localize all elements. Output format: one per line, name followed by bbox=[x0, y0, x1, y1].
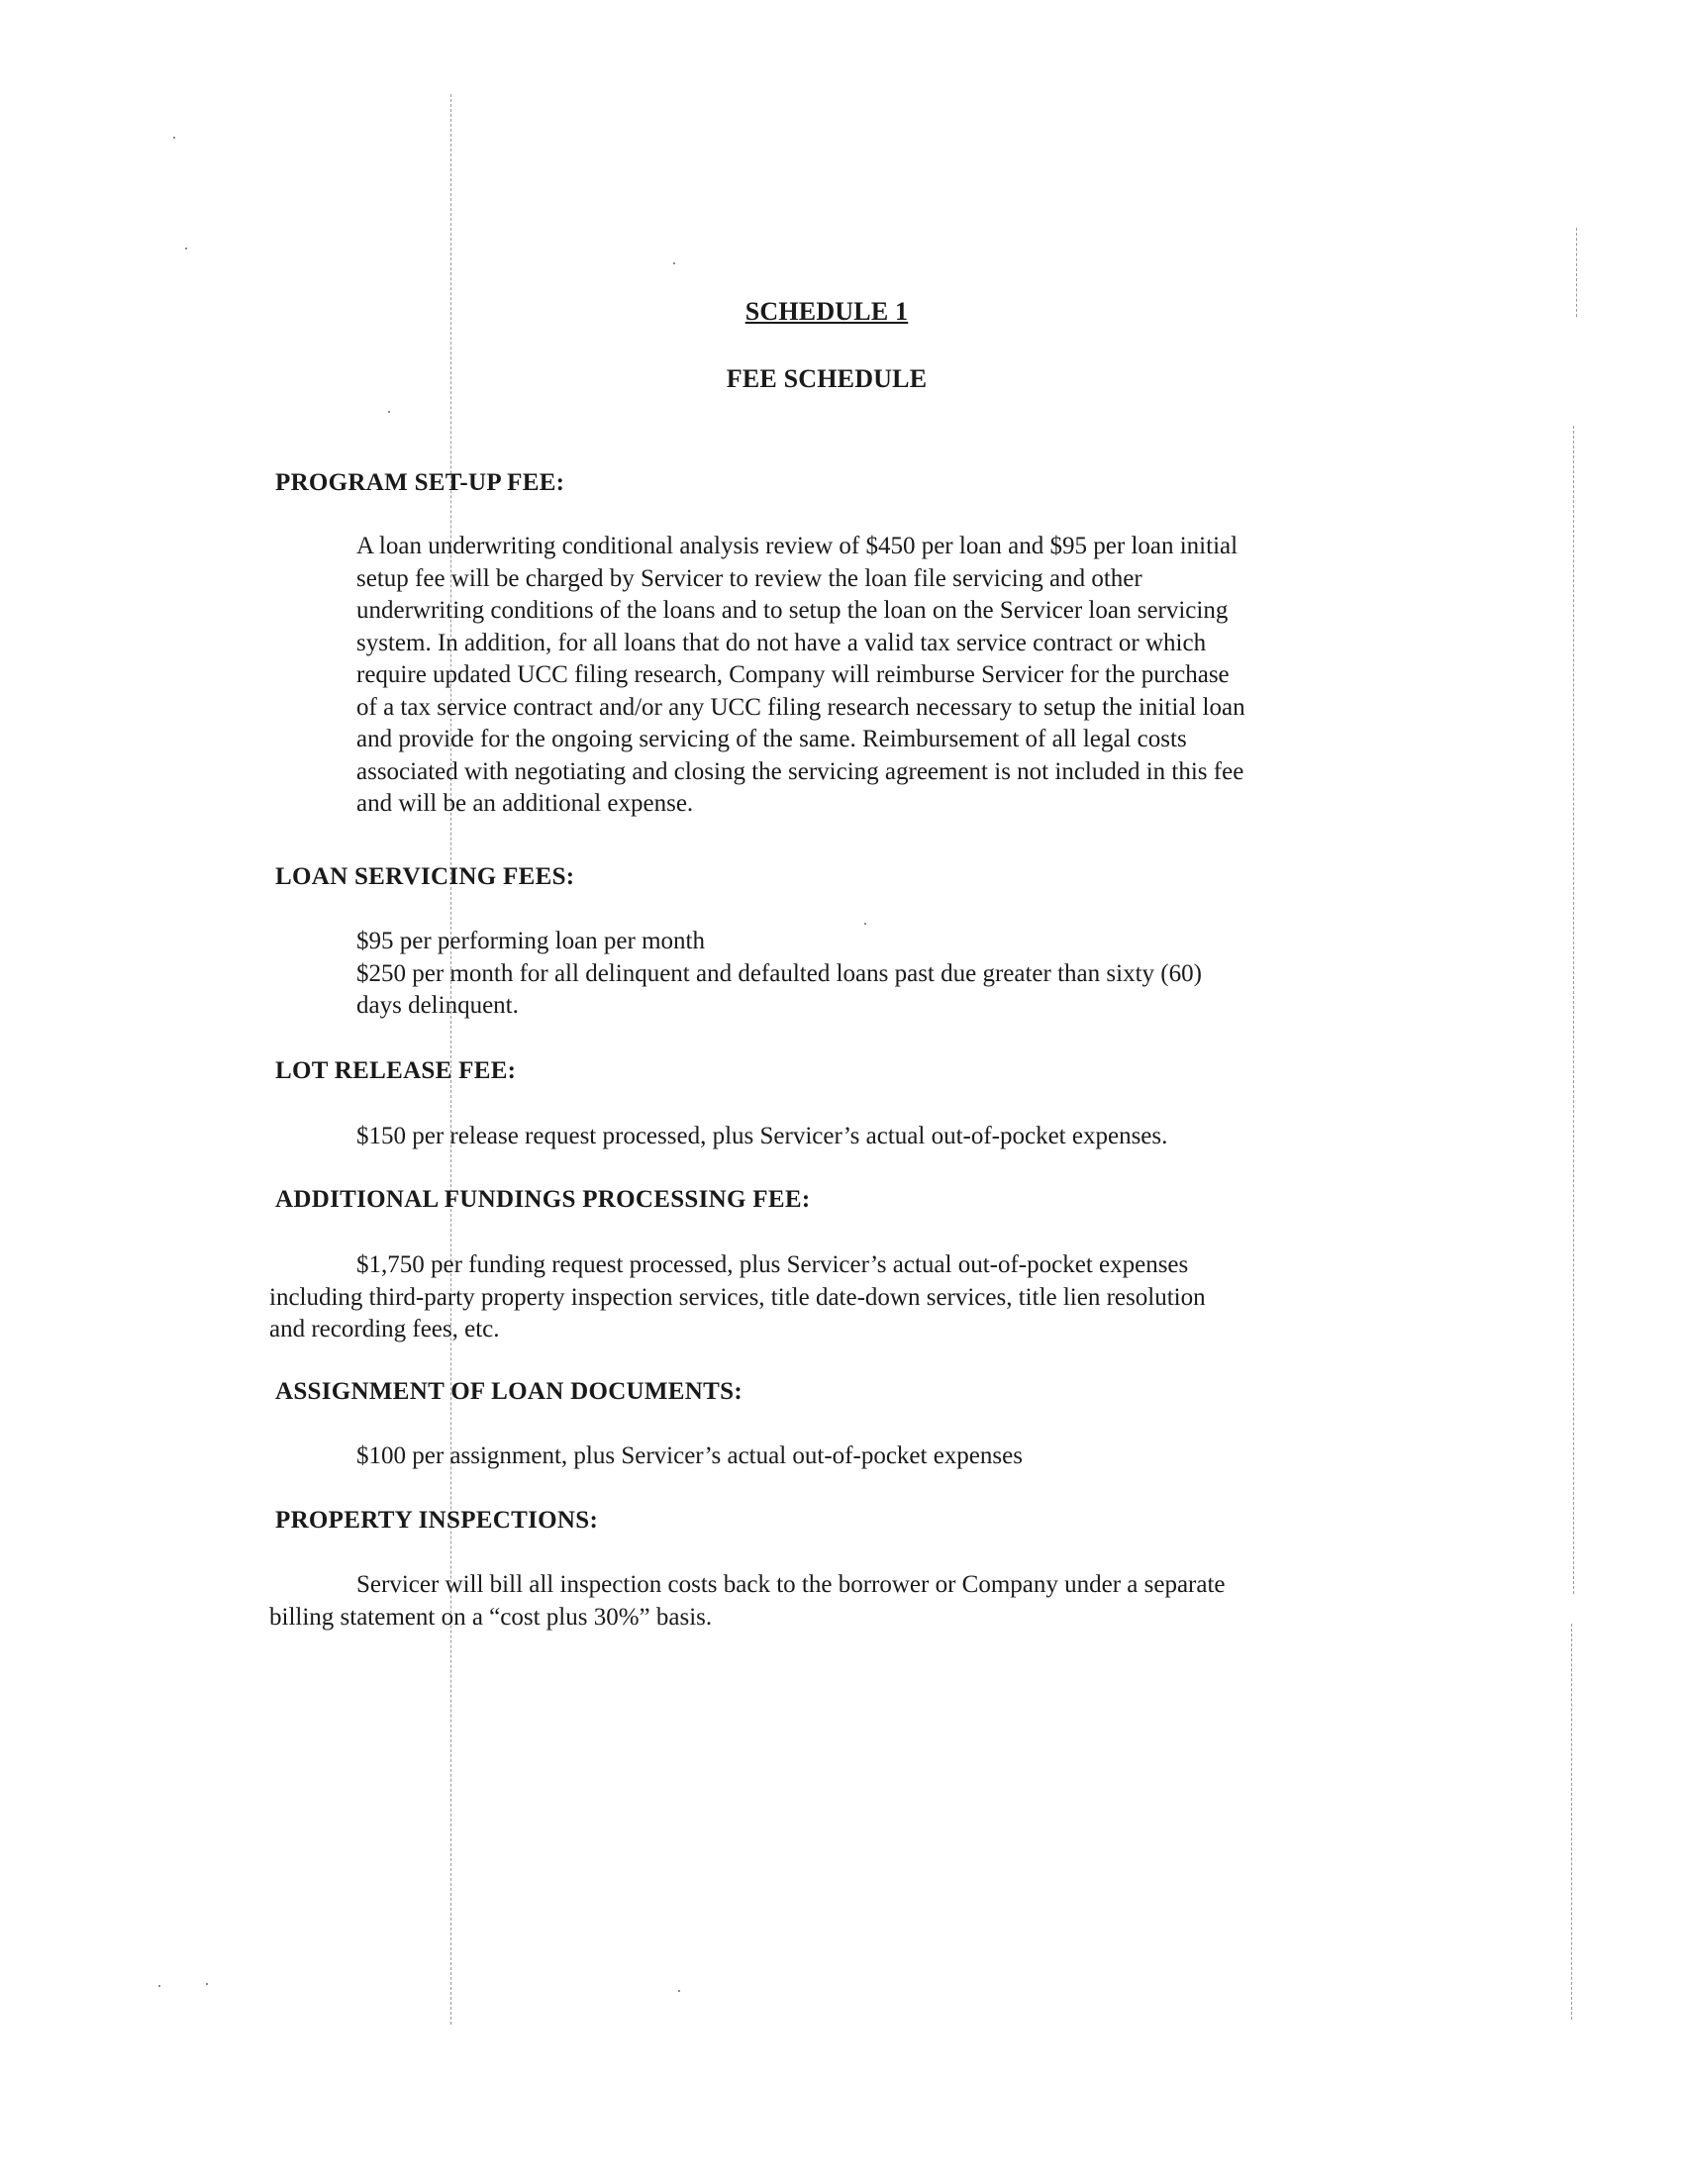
property-inspections-body bbox=[269, 1569, 1358, 1634]
scan-speck bbox=[206, 1983, 208, 1985]
loan-servicing-line: days delinquent. bbox=[356, 992, 519, 1019]
scan-edge-line bbox=[1573, 426, 1574, 1594]
additional-fundings-body bbox=[269, 1249, 1358, 1346]
scan-speck bbox=[673, 262, 675, 264]
scan-speck bbox=[185, 248, 187, 249]
loan-servicing-heading: LOAN SERVICING FEES: bbox=[275, 863, 575, 890]
program-setup-body bbox=[356, 531, 1376, 821]
program-setup-line: and will be an additional expense. bbox=[356, 790, 694, 817]
scan-speck bbox=[864, 923, 866, 925]
assignment-line: $100 per assignment, plus Servicer’s actual out-of-pocket expenses bbox=[356, 1442, 1023, 1469]
additional-fundings-line: including third-party property inspection services, title date-down services, title lien resolution bbox=[269, 1283, 1206, 1311]
loan-servicing-line: $95 per performing loan per month bbox=[356, 928, 705, 954]
additional-fundings-heading: ADDITIONAL FUNDINGS PROCESSING FEE: bbox=[275, 1186, 811, 1213]
lot-release-heading: LOT RELEASE FEE: bbox=[275, 1057, 517, 1084]
scan-speck bbox=[388, 411, 390, 413]
program-setup-line: A loan underwriting conditional analysis review of $450 per loan and $95 per loan initial bbox=[356, 533, 1239, 559]
program-setup-heading: PROGRAM SET-UP FEE: bbox=[275, 469, 565, 496]
assignment-body bbox=[356, 1440, 1376, 1473]
scan-edge-line bbox=[1571, 1624, 1572, 2020]
program-setup-line: setup fee will be charged by Servicer to review the loan file servicing and other bbox=[356, 564, 1142, 592]
program-setup-line: underwriting conditions of the loans and to setup the loan on the Servicer loan servicing bbox=[356, 597, 1229, 624]
property-inspections-heading: PROPERTY INSPECTIONS: bbox=[275, 1507, 599, 1534]
scan-speck bbox=[173, 137, 175, 139]
program-setup-line: require updated UCC filing research, Company will reimburse Servicer for the purchase bbox=[356, 661, 1230, 688]
schedule-subtitle: FEE SCHEDULE bbox=[726, 364, 928, 393]
lot-release-line: $150 per release request processed, plus Servicer’s actual out-of-pocket expenses. bbox=[356, 1123, 1168, 1149]
property-inspections-line: Servicer will bill all inspection costs back to the borrower or Company under a separate bbox=[356, 1571, 1226, 1598]
additional-fundings-line: and recording fees, etc. bbox=[269, 1316, 500, 1342]
scan-speck bbox=[158, 1985, 160, 1987]
program-setup-line: of a tax service contract and/or any UCC filing research necessary to setup the initial loan bbox=[356, 693, 1245, 721]
loan-servicing-line: $250 per month for all delinquent and defaulted loans past due greater than sixty (60) bbox=[356, 959, 1202, 987]
program-setup-line: system. In addition, for all loans that do not have a valid tax service contract or which bbox=[356, 629, 1207, 656]
property-inspections-line: billing statement on a “cost plus 30%” basis. bbox=[269, 1603, 713, 1631]
assignment-heading: ASSIGNMENT OF LOAN DOCUMENTS: bbox=[275, 1378, 743, 1405]
lot-release-body bbox=[356, 1121, 1376, 1153]
program-setup-line: associated with negotiating and closing the servicing agreement is not included in this fee bbox=[356, 757, 1244, 785]
schedule-title: SCHEDULE 1 bbox=[744, 297, 909, 326]
loan-servicing-body bbox=[356, 926, 1376, 1023]
program-setup-line: and provide for the ongoing servicing of the same. Reimbursement of all legal costs bbox=[356, 726, 1187, 752]
scan-speck bbox=[678, 1990, 680, 1992]
additional-fundings-line: $1,750 per funding request processed, plus Servicer’s actual out-of-pocket expenses bbox=[356, 1251, 1189, 1278]
